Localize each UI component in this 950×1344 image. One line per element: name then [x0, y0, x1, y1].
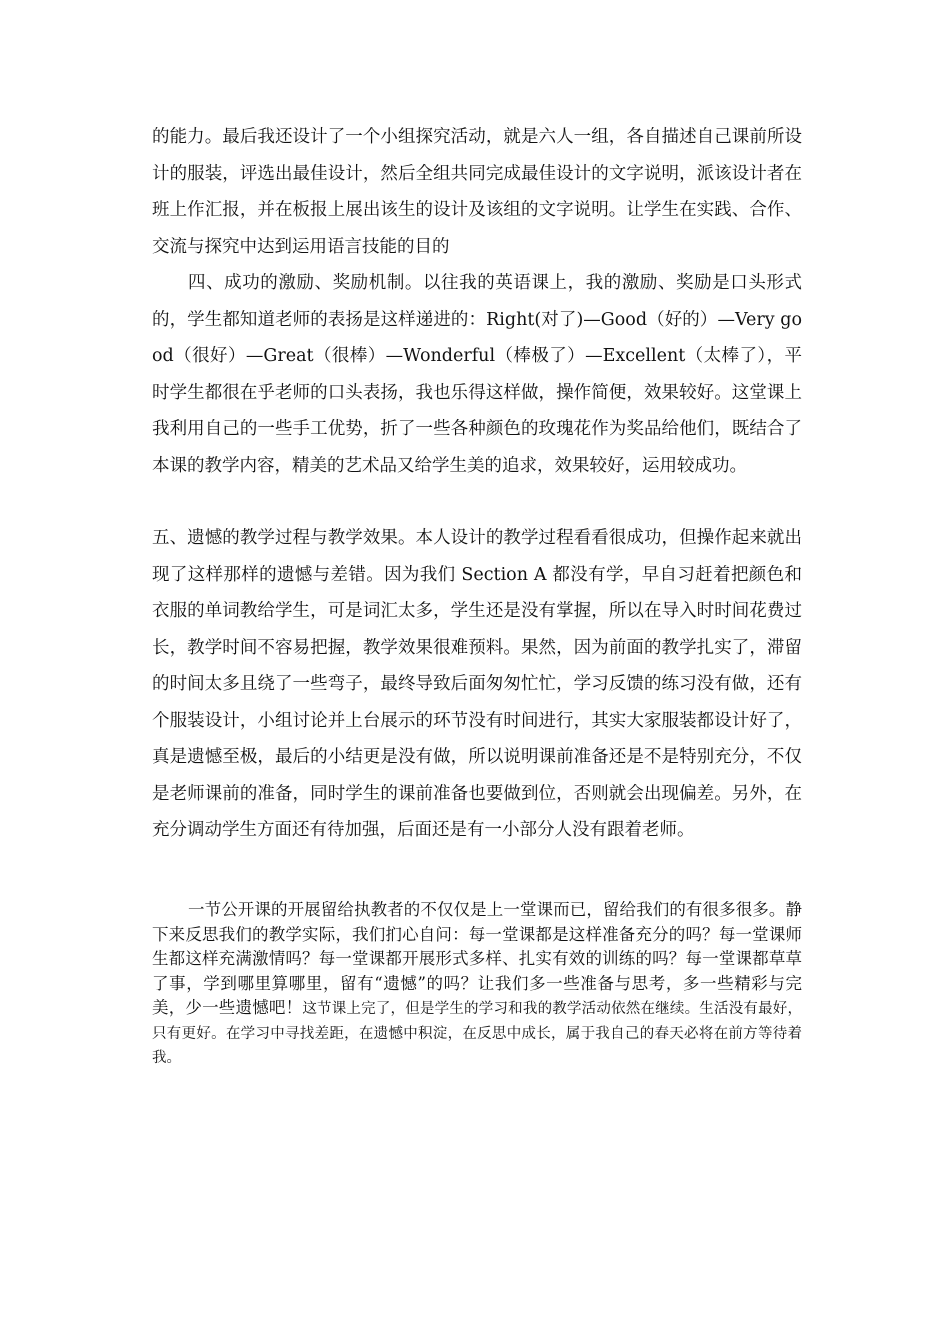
- closing-tail-text: 这节课上完了，但是学生的学习和我的教学活动依然在继续。生活没有最好，只有更好。在学习中寻找差距，在遗憾中积淀，在反思中成长，属于我自己的春天必将在前方等待着我。: [152, 1001, 803, 1066]
- closing-main-text: 一节公开课的开展留给执教者的不仅仅是上一堂课而已，留给我们的有很多很多。静下来反思我们的教学实际，我们扪心自问：每一堂课都是这样准备充分的吗？每一堂课师生都这样充满激情吗？每一堂课都开展形式多样、扎实有效的训练的吗？每一堂课都草草了事，学到哪里算哪里，留有“遗憾”的吗？让我们多一些准备与思考，多一些精彩与完美，少一些遗憾吧！: [152, 900, 802, 1017]
- paragraph-incentive-mechanism: 四、成功的激励、奖励机制。以往我的英语课上，我的激励、奖励是口头形式的，学生都知道老师的表扬是这样递进的：Right(对了)—Good（好的）—Very good（很好）—Great（很棒）—Wonderful（棒极了）—Excellent（太棒了），平时学生都很在乎老师的口头表扬，我也乐得这样做，操作简便，效果较好。这堂课上我利用自己的一些手工优势，折了一些各种颜色的玫瑰花作为奖品给他们，既结合了本课的教学内容，精美的艺术品又给学生美的追求，效果较好，运用较成功。: [152, 273, 802, 476]
- paragraph-closing-reflection: [152, 898, 802, 1071]
- paragraph-regret-teaching: 五、遗憾的教学过程与教学效果。本人设计的教学过程看看很成功，但操作起来就出现了这样那样的遗憾与差错。因为我们 Section A 都没有学，早自习赶着把颜色和衣服的单词教给学生，可是词汇太多，学生还是没有掌握，所以在导入时时间花费过长，教学时间不容易把握，教学效果很难预料。果然，因为前面的教学扎实了，滞留的时间太多且绕了一些弯子，最终导致后面匆匆忙忙，学习反馈的练习没有做，还有个服装设计，小组讨论并上台展示的环节没有时间进行，其实大家服装都设计好了，真是遗憾至极，最后的小结更是没有做，所以说明课前准备还是不是特别充分，不仅是老师课前的准备，同时学生的课前准备也要做到位，否则就会出现偏差。另外，在充分调动学生方面还有待加强，后面还是有一小部分人没有跟着老师。: [152, 528, 802, 840]
- paragraph-activity-design: 的能力。最后我还设计了一个小组探究活动，就是六人一组，各自描述自己课前所设计的服装，评选出最佳设计，然后全组共同完成最佳设计的文字说明，派该设计者在班上作汇报，并在板报上展出该生的设计及该组的文字说明。让学生在实践、合作、交流与探究中达到运用语言技能的目的: [152, 127, 802, 257]
